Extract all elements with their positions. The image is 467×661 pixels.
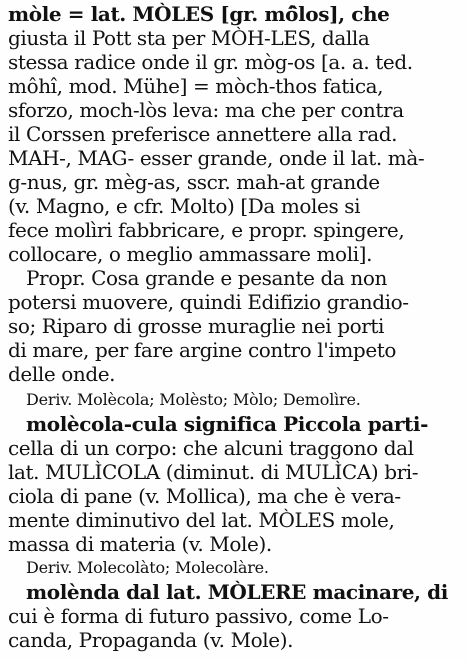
entry-molenda-headline: molènda dal lat. MÒLERE macinare, di	[26, 580, 448, 604]
text-line: MAH-, MAG- esser grande, onde il lat. mà-	[8, 146, 425, 170]
text-line: so; Riparo di grosse muraglie nei porti	[8, 314, 385, 338]
text-line: giusta il Pott sta per MÒH-LES, dalla	[8, 26, 370, 50]
text-line: cui è forma di futuro passivo, come Lo-	[8, 604, 389, 628]
text-line: sforzo, moch-lòs leva: ma che per contra	[8, 98, 404, 122]
derivatives-line: Deriv. Molecolàto; Molecolàre.	[26, 558, 269, 577]
text-line: g-nus, gr. mèg-as, sscr. mah-at grande	[8, 170, 380, 194]
text-line: mente diminutivo del lat. MÒLES mole,	[8, 508, 395, 532]
text-line: collocare, o meglio ammassare moli].	[8, 242, 373, 266]
text-line: canda, Propaganda (v. Mole).	[8, 628, 294, 652]
text-line: lat. MULÌCOLA (diminut. di MULÌCA) bri-	[8, 460, 419, 484]
text-line: fece molìri fabbricare, e propr. spingere,	[8, 218, 405, 242]
text-line: ciola di pane (v. Mollica), ma che è vera-	[8, 484, 401, 508]
text-line: il Corssen preferisce annettere alla rad.	[8, 122, 398, 146]
text-line: di mare, per fare argine contro l'impeto	[8, 338, 397, 362]
entry-molecola-headline: molècola-cula significa Piccola parti-	[26, 412, 428, 436]
text-line: cella di un corpo: che alcuni traggono dal	[8, 436, 414, 460]
text-line: stessa radice onde il gr. mòg-os [a. a. ted.	[8, 50, 413, 74]
derivatives-line: Deriv. Molècola; Molèsto; Mòlo; Demolìre.	[26, 390, 361, 409]
text-line: delle onde.	[8, 362, 116, 386]
entry-mole-headline: mòle = lat. MÒLES [gr. mô̂los], che	[8, 2, 390, 26]
text-line: potersi muovere, quindi Edifizio grandio-	[8, 290, 409, 314]
text-line: (v. Magno, e cfr. Molto) [Da moles si	[8, 194, 361, 218]
text-line: môhî, mod. Mühe] = mòch-thos fatica,	[8, 74, 384, 98]
text-line: massa di materia (v. Mole).	[8, 532, 272, 556]
meaning-paragraph-start: Propr. Cosa grande e pesante da non	[26, 266, 388, 290]
